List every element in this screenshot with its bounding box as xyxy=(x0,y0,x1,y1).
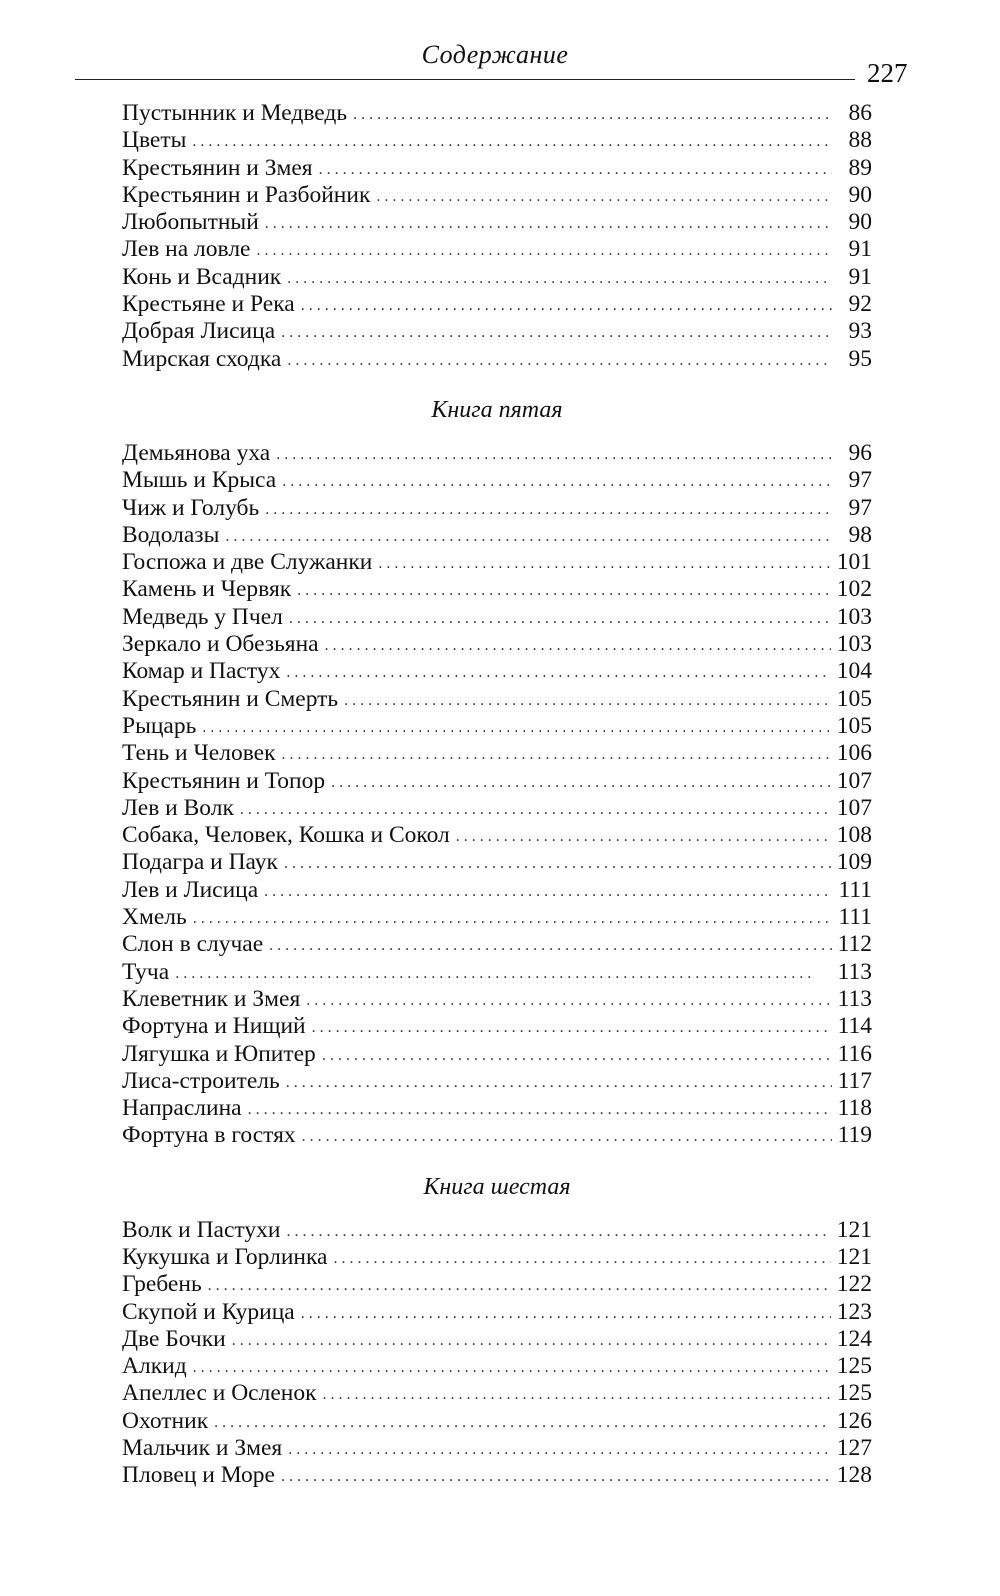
toc-entry xyxy=(122,1013,872,1040)
entry-title: Тень и Человек xyxy=(122,740,276,767)
entry-page-number: 103 xyxy=(836,603,872,630)
entry-page-number: 91 xyxy=(848,263,872,290)
entry-page-number: 105 xyxy=(836,712,872,739)
entry-title: Пловец и Море xyxy=(122,1462,275,1489)
entry-title: Апеллес и Осленок xyxy=(122,1380,317,1407)
entry-page-number: 119 xyxy=(837,1122,872,1149)
entry-page-number: 102 xyxy=(836,576,872,603)
toc-entry xyxy=(122,576,872,603)
toc-entry xyxy=(122,604,872,631)
dot-leader xyxy=(282,741,831,768)
entry-page-number: 128 xyxy=(836,1462,872,1489)
dot-leader xyxy=(286,1218,830,1245)
entry-title: Туча xyxy=(122,958,170,985)
entry-title: Клеветник и Змея xyxy=(122,985,301,1012)
toc-entry xyxy=(122,686,872,713)
header-rule xyxy=(75,79,855,80)
entry-page-number: 86 xyxy=(848,100,872,126)
toc-entry xyxy=(122,440,872,467)
toc-entry xyxy=(122,1380,872,1407)
entry-title: Гребень xyxy=(122,1271,202,1298)
entry-title: Охотник xyxy=(122,1407,209,1434)
entry-title: Любопытный xyxy=(122,209,259,236)
toc-entry xyxy=(122,1299,872,1326)
dot-leader xyxy=(334,1245,831,1272)
page-header xyxy=(75,38,915,88)
entry-page-number: 101 xyxy=(836,549,872,576)
entry-page-number: 93 xyxy=(848,318,872,345)
entry-title: Напраслина xyxy=(122,1095,242,1122)
entry-title: Камень и Червяк xyxy=(122,576,292,603)
dot-leader xyxy=(264,878,832,905)
entry-page-number: 105 xyxy=(836,685,872,712)
entry-page-number: 90 xyxy=(848,181,872,208)
toc-entry xyxy=(122,100,872,127)
dot-leader xyxy=(193,905,832,932)
entry-title: Рыцарь xyxy=(122,712,197,739)
entry-page-number: 107 xyxy=(836,794,872,821)
dot-leader xyxy=(281,319,832,346)
dot-leader xyxy=(248,1096,832,1123)
section-heading: Книга пятая xyxy=(431,396,563,423)
entry-title: Мирская сходка xyxy=(122,345,282,372)
entry-title: Водолазы xyxy=(122,521,220,548)
entry-page-number: 90 xyxy=(848,209,872,236)
dot-leader xyxy=(265,210,832,237)
toc-entry xyxy=(122,1408,872,1435)
dot-leader xyxy=(256,237,832,264)
toc-entry xyxy=(122,658,872,685)
entry-title: Крестьянин и Топор xyxy=(122,767,326,794)
toc-entry xyxy=(122,959,872,986)
entry-page-number: 127 xyxy=(836,1435,872,1462)
dot-leader xyxy=(225,523,832,550)
entry-page-number: 89 xyxy=(848,154,872,181)
page-number: 227 xyxy=(867,58,908,88)
toc-entry xyxy=(122,346,872,373)
toc-entry xyxy=(122,713,872,740)
entry-title: Лиса-строитель xyxy=(122,1067,280,1094)
entry-title: Медведь у Пчел xyxy=(122,603,283,630)
toc-entry xyxy=(122,1068,872,1095)
toc-entry xyxy=(122,522,872,549)
dot-leader xyxy=(202,714,830,741)
toc-entry xyxy=(122,631,872,658)
entry-page-number: 91 xyxy=(848,236,872,263)
section-heading: Книга шестая xyxy=(423,1173,571,1200)
dot-leader xyxy=(323,1381,831,1408)
entry-title: Фортуна в гостях xyxy=(122,1122,296,1149)
dot-leader xyxy=(302,1123,832,1150)
entry-page-number: 116 xyxy=(837,1040,872,1067)
dot-leader xyxy=(265,496,832,523)
dot-leader xyxy=(208,1272,831,1299)
toc-entry xyxy=(122,209,872,236)
entry-page-number: 109 xyxy=(836,849,872,876)
entry-title: Скупой и Курица xyxy=(122,1298,295,1325)
toc-entry xyxy=(122,1353,872,1380)
entry-title: Мышь и Крыса xyxy=(122,467,277,494)
toc-entry xyxy=(122,318,872,345)
running-title: Содержание xyxy=(421,40,569,69)
entry-page-number: 113 xyxy=(837,958,872,985)
dot-leader xyxy=(319,156,832,183)
entry-title: Зеркало и Обезьяна xyxy=(122,631,319,658)
dot-leader xyxy=(322,1042,832,1069)
entry-title: Крестьянин и Разбойник xyxy=(122,181,371,208)
toc-section xyxy=(122,392,872,1150)
toc-entry xyxy=(122,1271,872,1298)
toc-entry xyxy=(122,768,872,795)
entry-title: Добрая Лисица xyxy=(122,318,276,345)
entry-title: Слон в случае xyxy=(122,931,264,958)
dot-leader xyxy=(232,1327,831,1354)
entry-title: Алкид xyxy=(122,1353,187,1380)
dot-leader xyxy=(344,687,831,714)
dot-leader xyxy=(353,101,832,128)
toc-section xyxy=(122,100,872,373)
dot-leader xyxy=(214,1409,831,1436)
toc-entry xyxy=(122,182,872,209)
dot-leader xyxy=(284,850,831,877)
entry-page-number: 103 xyxy=(836,631,872,658)
dot-leader xyxy=(287,265,832,292)
entry-page-number: 97 xyxy=(848,494,872,521)
table-of-contents xyxy=(122,100,872,1490)
toc-entry xyxy=(122,795,872,822)
dot-leader xyxy=(240,796,831,823)
entry-page-number: 104 xyxy=(836,658,872,685)
entry-title: Демьянова уха xyxy=(122,439,271,466)
entry-page-number: 88 xyxy=(848,127,872,154)
dot-leader xyxy=(193,1354,831,1381)
entry-page-number: 121 xyxy=(836,1216,872,1243)
entry-title: Волк и Пастухи xyxy=(122,1216,281,1243)
dot-leader xyxy=(378,550,830,577)
dot-leader xyxy=(289,605,831,632)
entry-page-number: 112 xyxy=(837,931,872,958)
entry-title: Фортуна и Нищий xyxy=(122,1013,306,1040)
entry-page-number: 125 xyxy=(836,1380,872,1407)
entry-title: Лев на ловле xyxy=(122,236,251,263)
dot-leader xyxy=(269,932,831,959)
dot-leader xyxy=(288,1436,831,1463)
dot-leader xyxy=(301,292,832,319)
toc-entry xyxy=(122,904,872,931)
toc-entry xyxy=(122,1244,872,1271)
dot-leader xyxy=(376,183,832,210)
entry-page-number: 121 xyxy=(836,1243,872,1270)
entry-title: Лев и Волк xyxy=(122,794,234,821)
entry-page-number: 113 xyxy=(837,985,872,1012)
entry-page-number: 96 xyxy=(848,439,872,466)
entry-title: Лев и Лисица xyxy=(122,876,259,903)
dot-leader xyxy=(192,128,832,155)
entry-page-number: 123 xyxy=(836,1298,872,1325)
entry-title: Конь и Всадник xyxy=(122,263,282,290)
entry-title: Собака, Человек, Кошка и Сокол xyxy=(122,822,450,849)
entry-title: Хмель xyxy=(122,904,187,931)
toc-entry xyxy=(122,740,872,767)
dot-leader xyxy=(276,441,832,468)
dot-leader xyxy=(456,823,831,850)
entry-title: Мальчик и Змея xyxy=(122,1435,283,1462)
toc-entry xyxy=(122,1326,872,1353)
entry-page-number: 95 xyxy=(848,345,872,372)
dot-leader xyxy=(331,769,831,796)
entry-page-number: 117 xyxy=(837,1067,872,1094)
toc-entry xyxy=(122,495,872,522)
toc-entry xyxy=(122,549,872,576)
entry-title: Лягушка и Юпитер xyxy=(122,1040,316,1067)
toc-entry xyxy=(122,155,872,182)
dot-leader xyxy=(286,659,830,686)
entry-title: Комар и Пастух xyxy=(122,658,281,685)
entry-page-number: 122 xyxy=(836,1271,872,1298)
entry-page-number: 106 xyxy=(836,740,872,767)
toc-entry xyxy=(122,1095,872,1122)
entry-title: Крестьяне и Река xyxy=(122,291,295,318)
dot-leader xyxy=(287,347,832,374)
entry-title: Чиж и Голубь xyxy=(122,494,260,521)
toc-entry xyxy=(122,127,872,154)
entry-page-number: 126 xyxy=(836,1407,872,1434)
entry-title: Кукушка и Горлинка xyxy=(122,1243,328,1270)
toc-entry xyxy=(122,1041,872,1068)
toc-entry xyxy=(122,849,872,876)
entry-title: Крестьянин и Смерть xyxy=(122,685,339,712)
toc-entry xyxy=(122,1217,872,1244)
toc-entry xyxy=(122,986,872,1013)
dot-leader xyxy=(312,1014,832,1041)
entry-title: Подагра и Паук xyxy=(122,849,278,876)
dot-leader xyxy=(325,632,831,659)
toc-entry xyxy=(122,1462,872,1489)
entry-title: Цветы xyxy=(122,127,187,154)
entry-page-number: 124 xyxy=(836,1325,872,1352)
entry-page-number: 114 xyxy=(837,1013,872,1040)
dot-leader xyxy=(306,987,831,1014)
entry-title: Госпожа и две Служанки xyxy=(122,549,373,576)
entry-title: Пустынник и Медведь xyxy=(122,100,348,126)
toc-entry xyxy=(122,1435,872,1462)
entry-page-number: 92 xyxy=(848,291,872,318)
entry-page-number: 107 xyxy=(836,767,872,794)
entry-page-number: 108 xyxy=(836,822,872,849)
toc-section xyxy=(122,1169,872,1490)
dot-leader xyxy=(282,468,832,495)
toc-entry xyxy=(122,467,872,494)
entry-page-number: 97 xyxy=(848,467,872,494)
entry-title: Крестьянин и Змея xyxy=(122,154,313,181)
toc-entry xyxy=(122,822,872,849)
entry-page-number: 118 xyxy=(837,1095,872,1122)
toc-entry xyxy=(122,877,872,904)
toc-entry xyxy=(122,236,872,263)
dot-leader xyxy=(286,1069,832,1096)
dot-leader xyxy=(281,1463,831,1490)
toc-entry xyxy=(122,931,872,958)
entry-title: Две Бочки xyxy=(122,1325,226,1352)
toc-entry xyxy=(122,1122,872,1149)
toc-entry xyxy=(122,264,872,291)
toc-entry xyxy=(122,291,872,318)
dot-leader xyxy=(175,960,831,987)
entry-page-number: 111 xyxy=(838,876,872,903)
dot-leader xyxy=(297,577,831,604)
entry-page-number: 111 xyxy=(838,904,872,931)
entry-page-number: 125 xyxy=(836,1353,872,1380)
dot-leader xyxy=(301,1300,831,1327)
entry-page-number: 98 xyxy=(848,521,872,548)
